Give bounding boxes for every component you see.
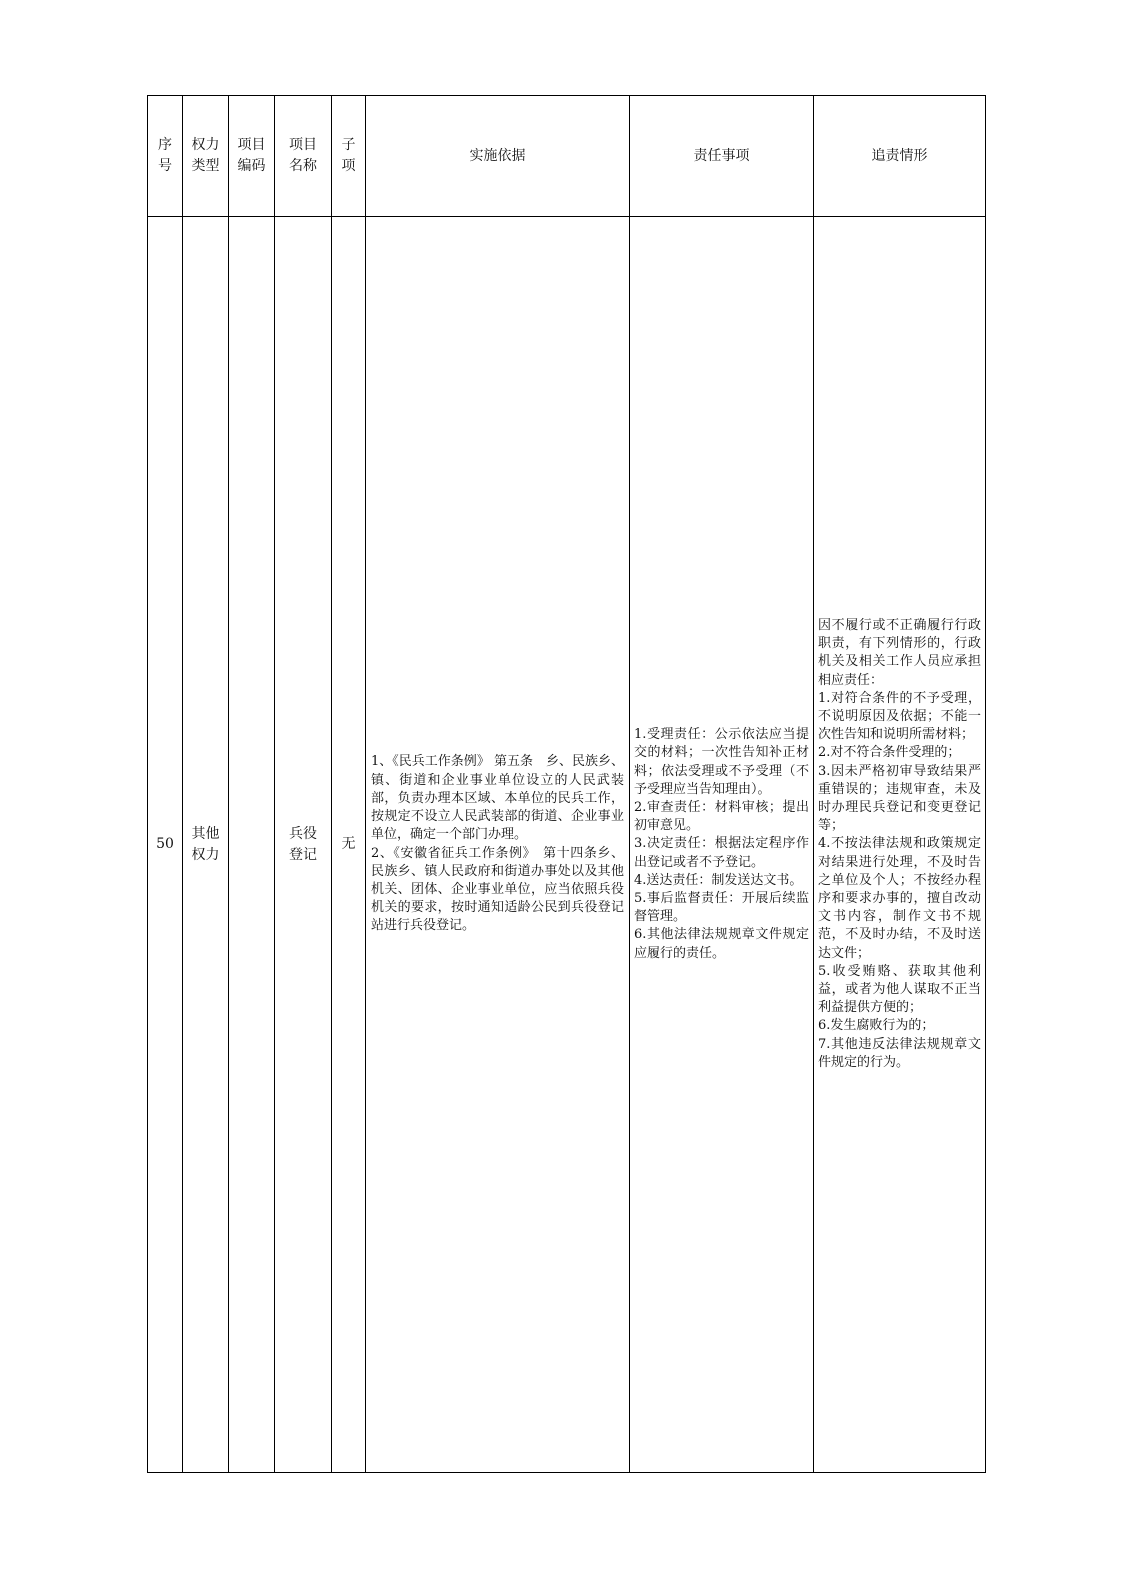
basis-paragraph: 2、《安徽省征兵工作条例》 第十四条乡、民族乡、镇人民政府和街道办事处以及其他机关、团体、企业事业单位，应当依照兵役机关的要求，按时通知适龄公民到兵役登记站进行兵役登记。 bbox=[371, 845, 624, 934]
header-item-code: 项目编码 bbox=[229, 96, 275, 217]
header-accountability: 追责情形 bbox=[814, 96, 986, 217]
cell-power-type: 其他权力 bbox=[183, 217, 229, 1473]
cell-basis bbox=[366, 217, 630, 1473]
accountability-item: 7.其他违反法律法规规章文件规定的行为。 bbox=[818, 1036, 981, 1070]
accountability-intro: 因不履行或不正确履行行政职责，有下列情形的，行政机关及相关工作人员应承担相应责任： bbox=[818, 617, 981, 688]
responsibility-item: 2.审查责任：材料审核；提出初审意见。 bbox=[634, 799, 809, 834]
accountability-item: 4.不按法律法规和政策规定对结果进行处理，不及时告之单位及个人；不按经办程序和要求办事的，擅自改动文书内容，制作文书不规范，不及时办结，不及时送达文件； bbox=[818, 836, 981, 961]
accountability-item: 5.收受贿赂、获取其他利益，或者为他人谋取不正当利益提供方便的； bbox=[818, 963, 981, 1016]
header-item-name: 项目名称 bbox=[275, 96, 332, 217]
accountability-item: 6.发生腐败行为的； bbox=[818, 1018, 935, 1034]
cell-item-name: 兵役登记 bbox=[275, 217, 332, 1473]
header-power-type: 权力类型 bbox=[183, 96, 229, 217]
table-row bbox=[148, 217, 986, 1473]
cell-responsibility bbox=[630, 217, 814, 1473]
header-row bbox=[148, 96, 986, 217]
responsibility-item: 4.送达责任：制发送达文书。 bbox=[634, 872, 803, 888]
basis-paragraph: 1、《民兵工作条例》 第五条 乡、民族乡、镇、街道和企业事业单位设立的人民武装部，负责办理本区域、本单位的民兵工作，按规定不设立人民武装部的街道、企业事业单位，确定一个部门办理。 bbox=[371, 754, 624, 843]
responsibility-item: 3.决定责任：根据法定程序作出登记或者不予登记。 bbox=[634, 836, 809, 870]
header-sub-item: 子项 bbox=[332, 96, 366, 217]
accountability-item: 1.对符合条件的不予受理，不说明原因及依据；不能一次性告知和说明所需材料； bbox=[818, 690, 981, 743]
responsibility-item: 1.受理责任：公示依法应当提交的材料；一次性告知补正材料；依法受理或不予受理（不予受理应当告知理由）。 bbox=[634, 727, 809, 797]
responsibility-item: 5.事后监督责任：开展后续监督管理。 bbox=[634, 891, 809, 925]
header-responsibility: 责任事项 bbox=[630, 96, 814, 217]
cell-item-code bbox=[229, 217, 275, 1473]
cell-seq: 50 bbox=[148, 217, 183, 1473]
accountability-item: 3.因未严格初审导致结果严重错误的；违规审查，未及时办理民兵登记和变更登记等； bbox=[818, 763, 981, 834]
responsibility-item: 6.其他法律法规规章文件规定应履行的责任。 bbox=[634, 927, 809, 961]
header-seq: 序号 bbox=[148, 96, 183, 217]
accountability-item: 2.对不符合条件受理的； bbox=[818, 745, 961, 761]
header-basis: 实施依据 bbox=[366, 96, 630, 217]
cell-accountability bbox=[814, 217, 986, 1473]
cell-sub-item: 无 bbox=[332, 217, 366, 1473]
power-list-table bbox=[147, 95, 986, 1473]
